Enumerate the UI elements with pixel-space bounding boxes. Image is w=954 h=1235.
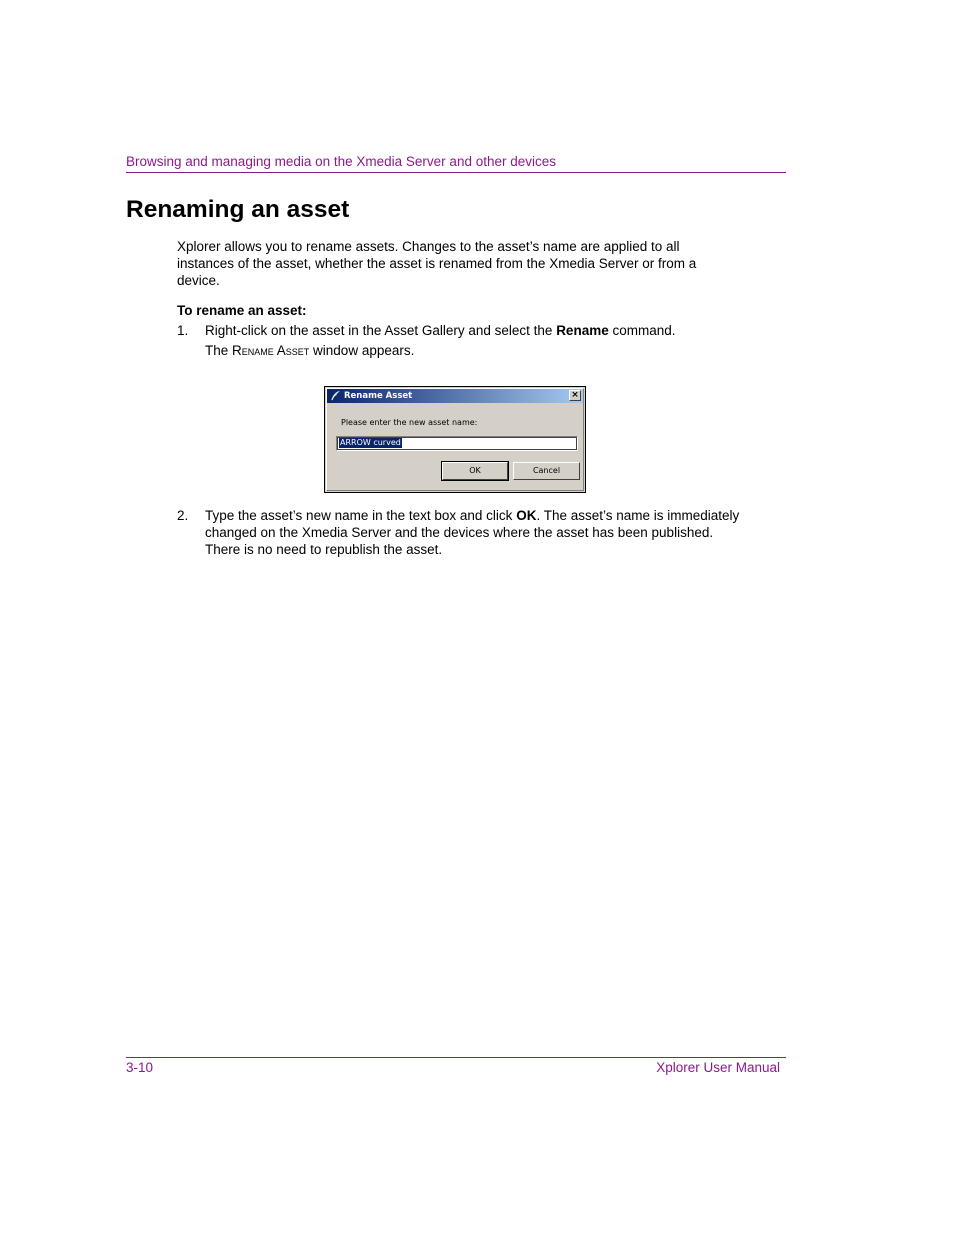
ok-button[interactable]: OK (442, 462, 508, 480)
procedure-heading: To rename an asset: (177, 303, 307, 318)
manual-title: Xplorer User Manual (656, 1060, 780, 1075)
step-number: 1. (177, 323, 189, 338)
step-number: 2. (177, 508, 189, 523)
step-text (205, 322, 745, 339)
command-name: Rename (556, 323, 609, 338)
cancel-button[interactable]: Cancel (513, 462, 580, 480)
rename-asset-dialog (324, 386, 586, 493)
step-text (205, 507, 745, 558)
asset-name-input[interactable] (336, 436, 578, 451)
step-text-part: command. (608, 323, 676, 338)
close-icon: × (571, 390, 579, 400)
intro-paragraph: Xplorer allows you to rename assets. Changes to the asset’s name are applied to all instances of the asset, whether the asset is renamed from the Xmedia Server or from a device. (177, 239, 697, 288)
button-name: OK (516, 508, 537, 523)
asset-name-value: ARROW curved (340, 438, 401, 447)
running-header: Browsing and managing media on the Xmedia Server and other devices (126, 154, 557, 169)
step-text-part: . The asset’s name is immediately changed on the Xmedia Server and the devices where the asset has been published. There is no need to republish the asset. (205, 508, 740, 557)
dialog-titlebar[interactable] (327, 389, 583, 403)
result-text-part: The (205, 343, 233, 358)
close-button[interactable] (569, 390, 581, 401)
window-name: Rename Asset (232, 343, 310, 358)
page-number: 3-10 (126, 1060, 154, 1075)
step-text-part: Type the asset’s new name in the text box and click (205, 508, 517, 523)
dialog-prompt: Please enter the new asset name: (341, 418, 478, 427)
step-1-result (205, 342, 414, 359)
footer-rule (126, 1057, 786, 1058)
dialog-title: Rename Asset (344, 391, 413, 401)
result-text-part: window appears. (309, 343, 415, 358)
page-title: Renaming an asset (126, 196, 350, 223)
header-rule (126, 172, 786, 173)
app-feather-icon (330, 390, 341, 401)
step-text-part: Right-click on the asset in the Asset Gallery and select the (205, 323, 557, 338)
